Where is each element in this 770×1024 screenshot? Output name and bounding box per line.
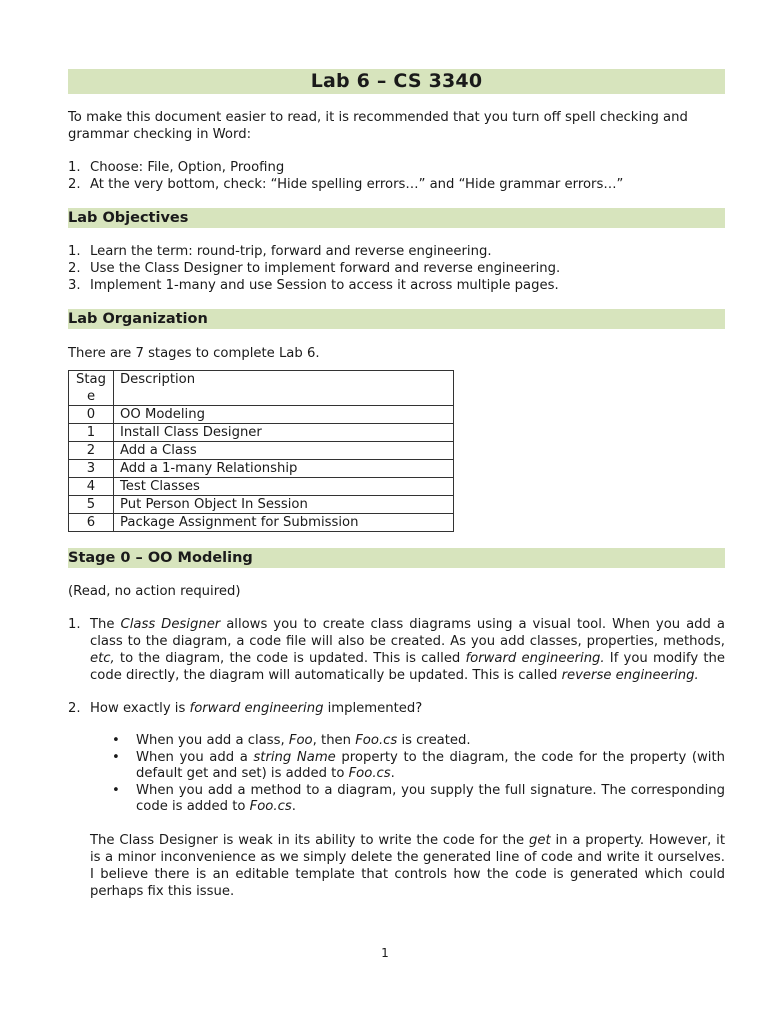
- stage0-heading: Stage 0 – OO Modeling: [68, 548, 725, 568]
- stage-description: Package Assignment for Submission: [114, 514, 454, 532]
- stage-number: 4: [69, 478, 114, 496]
- text-run: in a property. However, it is a minor inconvenience as we simply delete the generated line of code and write it ourselves. I believe there is an editable template that controls how the code is generated which could perhaps fix this issue.: [90, 832, 726, 899]
- stage-description: Install Class Designer: [114, 424, 454, 442]
- objectives-heading: Lab Objectives: [68, 208, 725, 228]
- objectives-list: [68, 243, 725, 294]
- intro-steps-list: [68, 159, 725, 193]
- list-item: 3. Implement 1-many and use Session to access it across multiple pages.: [68, 278, 559, 293]
- bullet-icon: •: [112, 782, 120, 798]
- document-title: Lab 6 – CS 3340: [68, 69, 725, 94]
- text-run: The Class Designer is weak in its ability to write the code for the: [90, 832, 530, 848]
- text-run: is created.: [397, 733, 471, 748]
- bullet-item: [112, 783, 725, 816]
- term-class-designer: Class Designer: [120, 617, 221, 632]
- bullet-item: [112, 733, 725, 750]
- term-reverse-engineering: reverse engineering.: [561, 668, 699, 683]
- text-run: , then: [312, 733, 356, 748]
- table-header-row: [69, 371, 454, 406]
- text-run: .: [291, 799, 296, 815]
- text-run: When you add a class,: [136, 733, 289, 748]
- term-foo-cs: Foo.cs: [355, 733, 398, 748]
- text-run: to the diagram, the code is updated. This is called: [114, 651, 466, 666]
- stage-description: Add a Class: [114, 442, 454, 460]
- table-row: [69, 478, 454, 496]
- stage-number: 0: [69, 406, 114, 424]
- page-number: 1: [381, 946, 389, 960]
- table-row: [69, 496, 454, 514]
- step-text: At the very bottom, check: “Hide spelling errors…” and “Hide grammar errors…”: [90, 177, 624, 192]
- bullet-icon: •: [112, 733, 120, 748]
- table-row: [69, 460, 454, 478]
- list-item: 1. Learn the term: round-trip, forward and reverse engineering.: [68, 244, 492, 259]
- stage-description: Test Classes: [114, 478, 454, 496]
- step-text: Choose: File, Option, Proofing: [90, 160, 285, 175]
- stage0-list: [68, 616, 725, 717]
- term-forward-engineering: forward engineering.: [465, 651, 605, 666]
- stage-number: 2: [69, 442, 114, 460]
- objective-text: Implement 1-many and use Session to access it across multiple pages.: [90, 278, 559, 293]
- list-item: 2. How exactly is forward engineering implemented?: [68, 701, 423, 716]
- table-header-stage: Stag e: [69, 371, 114, 406]
- term-get: get: [529, 832, 551, 848]
- bullet-icon: •: [112, 749, 120, 765]
- table-row: [69, 442, 454, 460]
- text-run: If you modify the code directly, the diagram will automatically be updated. This is called: [90, 651, 725, 683]
- text-run: .: [390, 766, 395, 782]
- table-row: [69, 424, 454, 442]
- stage-description: Add a 1-many Relationship: [114, 460, 454, 478]
- stage-description: Put Person Object In Session: [114, 496, 454, 514]
- text-run: property to the diagram, the code for the property (with default get and set) is added to: [136, 749, 725, 782]
- term-foo-cs: Foo.cs: [348, 766, 391, 782]
- term-forward-engineering: forward engineering: [189, 701, 324, 716]
- stage-number: 3: [69, 460, 114, 478]
- stages-table: [68, 370, 454, 532]
- text-run: The: [90, 617, 121, 632]
- document-page: [68, 69, 725, 900]
- organization-heading: Lab Organization: [68, 309, 725, 329]
- stage-number: 1: [69, 424, 114, 442]
- text-run: When you add a method to a diagram, you supply the full signature. The corresponding code is added to: [136, 782, 725, 815]
- text-run: allows you to create class diagrams using a visual tool. When you add a class to the diagram, a code file will also be created. As you add classes, properties, methods,: [90, 617, 725, 649]
- text-run: implemented?: [323, 701, 423, 716]
- term-foo: Foo: [288, 733, 313, 748]
- bullet-item: [112, 750, 725, 783]
- stage0-note: (Read, no action required): [68, 584, 241, 599]
- list-item: 2. Use the Class Designer to implement forward and reverse engineering.: [68, 261, 561, 276]
- list-item: 2. At the very bottom, check: “Hide spelling errors…” and “Hide grammar errors…”: [68, 177, 624, 192]
- term-foo-cs: Foo.cs: [249, 799, 292, 815]
- intro-text: To make this document easier to read, it is recommended that you turn off spell checking and grammar checking in Word:: [68, 110, 688, 142]
- list-item: 1. Choose: File, Option, Proofing: [68, 160, 285, 175]
- stage-number: 5: [69, 496, 114, 514]
- term-etc: etc,: [90, 651, 115, 666]
- stage-description: OO Modeling: [114, 406, 454, 424]
- objective-text: Use the Class Designer to implement forward and reverse engineering.: [90, 261, 561, 276]
- stage-number: 6: [69, 514, 114, 532]
- organization-text: There are 7 stages to complete Lab 6.: [68, 346, 320, 361]
- text-run: How exactly is: [90, 701, 190, 716]
- table-row: [69, 406, 454, 424]
- table-header-description: Description: [114, 371, 454, 406]
- text-run: When you add a: [136, 749, 254, 765]
- class-designer-note: [90, 832, 725, 900]
- term-string-name: string Name: [253, 749, 336, 765]
- forward-engineering-bullets: [112, 733, 725, 816]
- list-item: 1. The Class Designer allows you to create class diagrams using a visual tool. When you add a class to the diagram, a code file will also be created. As you add classes, properties, methods, etc, to the diagram, the code is updated. This is called forward engineering. If you modify the code directly, the diagram will automatically be updated. This is called reverse engineering.: [68, 617, 725, 683]
- objective-text: Learn the term: round-trip, forward and reverse engineering.: [90, 244, 492, 259]
- table-row: [69, 514, 454, 532]
